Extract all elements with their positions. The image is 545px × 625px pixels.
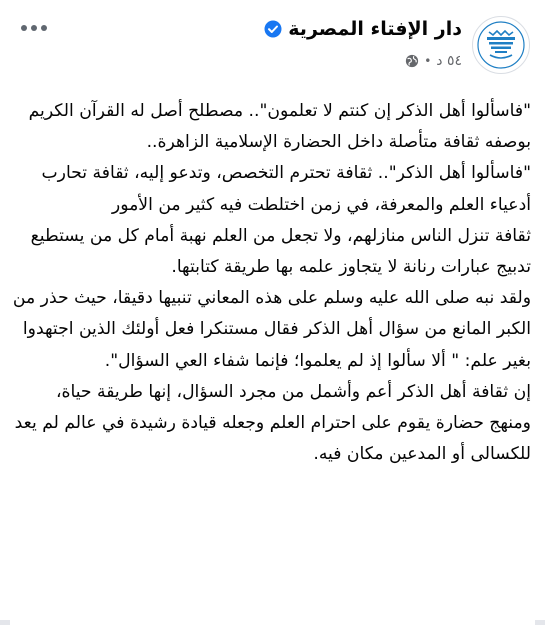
more-dot (21, 25, 27, 31)
more-dot (41, 25, 47, 31)
footer-edge-left (0, 620, 10, 625)
dar-al-iftaa-logo-icon (473, 17, 529, 73)
meta-separator: • (424, 54, 432, 68)
page-avatar[interactable] (472, 16, 530, 74)
post-paragraph: إن ثقافة أهل الذكر أعم وأشمل من مجرد السؤال، إنها طريقة حياة، ومنهج حضارة يقوم على احترام العلم وجعله قيادة رشيدة في عالم لم يعد للكسالى أو المدعين مكان فيه. (14, 381, 531, 465)
post-meta (405, 53, 462, 69)
post-header (0, 0, 545, 84)
globe-icon[interactable] (405, 54, 419, 68)
page-name[interactable]: دار الإفتاء المصرية (288, 18, 462, 40)
verified-badge-icon (264, 20, 282, 38)
post-footer-edge (0, 610, 545, 625)
post-paragraph: "فاسألوا أهل الذكر".. ثقافة تحترم التخصص، وتدعو إليه، ثقافة تحارب أدعياء العلم والمعرفة، في زمن اختلطت فيه كثير من الأمور (41, 163, 531, 215)
post-paragraph: "فاسألوا أهل الذكر إن كنتم لا تعلمون".. مصطلح أصل له القرآن الكريم بوصفه ثقافة متأصلة داخل الحضارة الإسلامية الزاهرة.. (28, 101, 531, 153)
post-body (11, 96, 531, 470)
post-timestamp[interactable]: ٥٤ د (436, 53, 462, 69)
page-name-row (264, 18, 462, 40)
post-paragraph: ثقافة تنزل الناس منازلهم، ولا تجعل من العلم نهبة أمام كل من يستطيع تدبيج عبارات رنانة لا يتجاوز علمه بها طريقة كتابتها. (30, 225, 531, 278)
post-paragraph: ولقد نبه صلى الله عليه وسلم على هذه المعاني تنبيها دقيقا، حيث حذر من الكبر المانع من سؤال أهل الذكر فقال مستنكرا فعل أولئك الذين اجتهدوا بغير علم: " ألا سألوا إذ لم يعلموا؛ فإنما شفاء العي السؤال". (12, 288, 531, 371)
footer-edge-right (535, 620, 545, 625)
more-options-icon[interactable] (16, 16, 52, 40)
more-dot (31, 25, 37, 31)
